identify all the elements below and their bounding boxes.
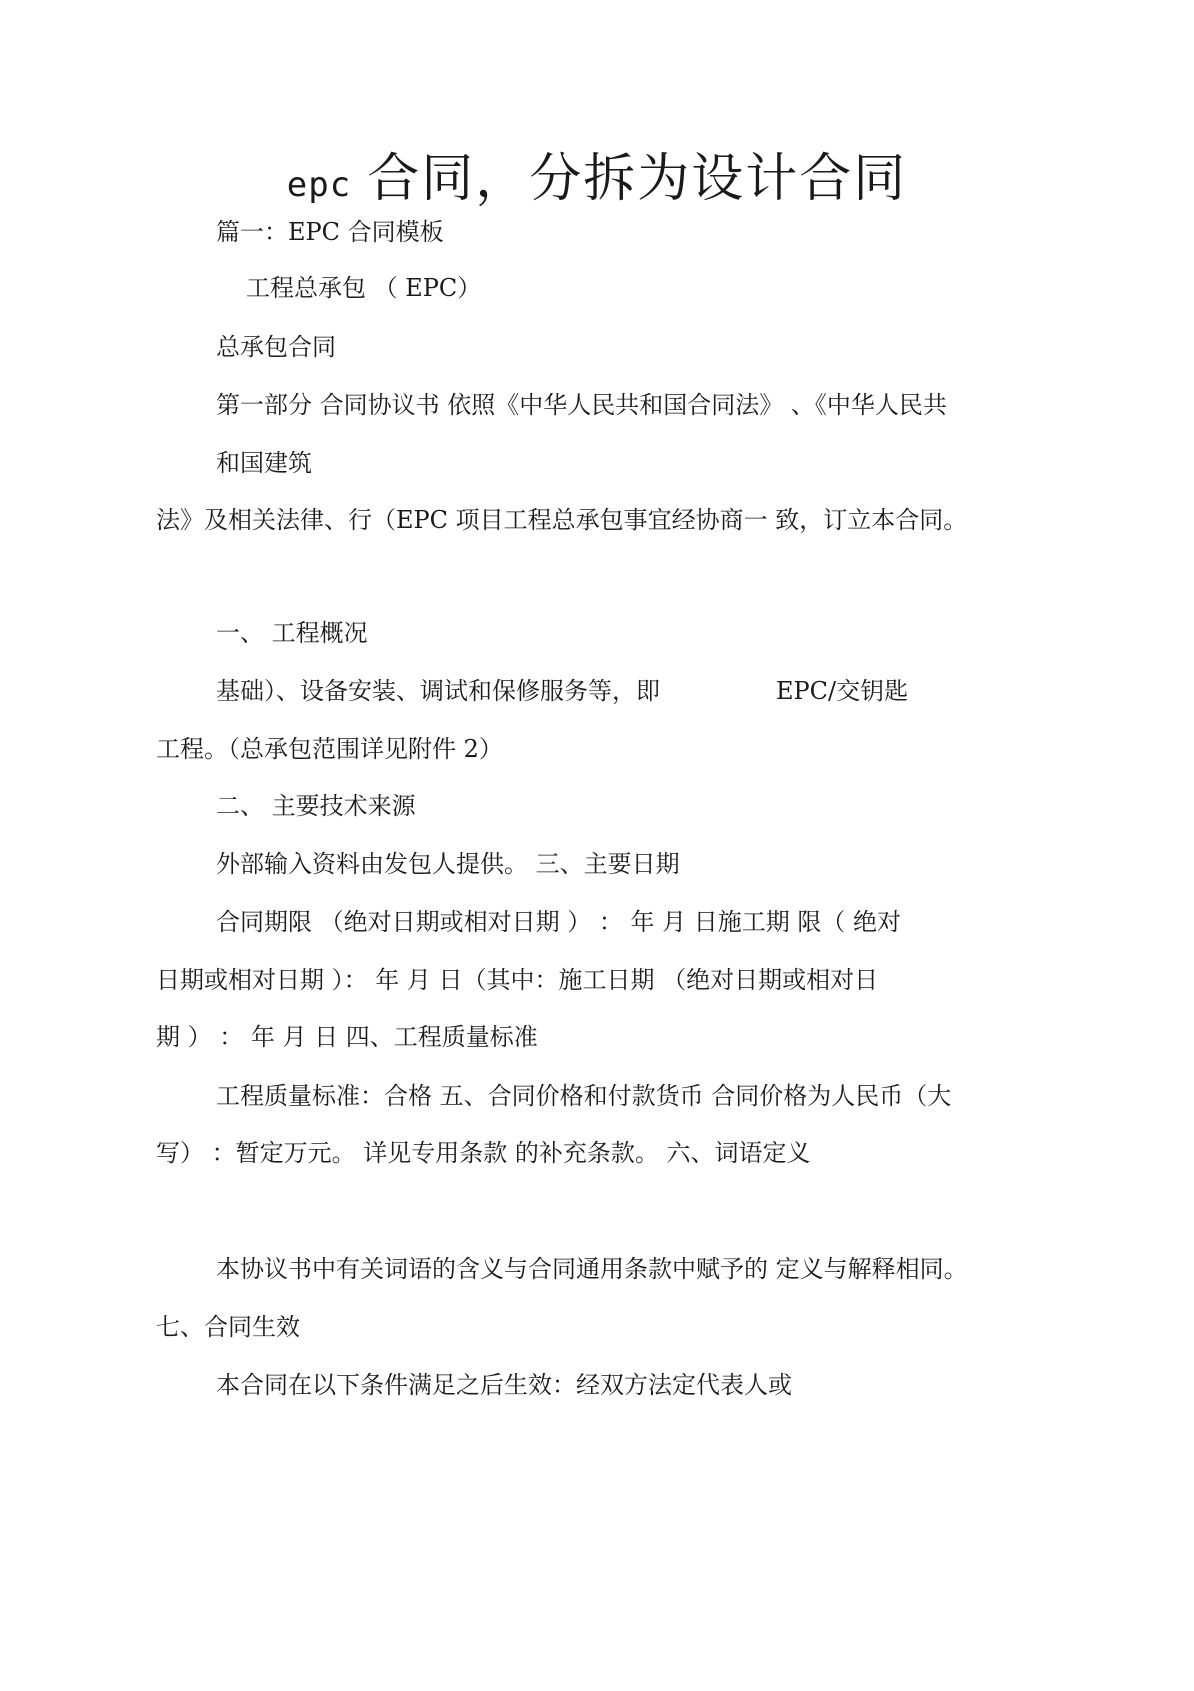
text-line: 外部输入资料由发包人提供。 三、主要日期 — [216, 850, 680, 878]
document-title-latin: epc — [286, 165, 352, 205]
text-line: 工程。（总承包范围详见附件 2） — [156, 735, 503, 763]
text-line: 合同期限 （绝对日期或相对日期 ） ： 年 月 日施工期 限（ 绝对 — [216, 908, 902, 936]
text-line: EPC/交钥匙 — [776, 677, 909, 705]
document-title — [0, 146, 1194, 218]
text-line: 本合同在以下条件满足之后生效：经双方法定代表人或 — [216, 1371, 792, 1399]
document-title-chinese: 合同，分拆为设计合同 — [367, 149, 908, 209]
text-line: 法》及相关法律、行（EPC 项目工程总承包事宜经协商一 致，订立本合同。 — [156, 506, 968, 534]
text-line: 基础）、设备安装、调试和保修服务等，即 — [216, 677, 660, 705]
text-line: 工程质量标准：合格 五、合同价格和付款货币 合同价格为人民币（大 — [216, 1082, 952, 1110]
text-line: 第一部分 合同协议书 依照《中华人民共和国合同法》 、《中华人民共 — [216, 391, 947, 419]
section-heading: 二、 主要技术来源 — [216, 792, 416, 820]
text-line: 工程总承包 （ EPC） — [246, 274, 482, 302]
text-line: 本协议书中有关词语的含义与合同通用条款中赋予的 定义与解释相同。 — [216, 1255, 968, 1283]
text-line: 日期或相对日期 ）： 年 月 日（其中：施工日期 （绝对日期或相对日 — [156, 966, 879, 994]
text-line: 期 ） ： 年 月 日 四、工程质量标准 — [156, 1023, 538, 1051]
section-heading: 七、合同生效 — [156, 1313, 300, 1341]
text-line: 总承包合同 — [216, 333, 336, 361]
text-line: 和国建筑 — [216, 449, 312, 477]
section-heading-part1: 篇一：EPC 合同模板 — [216, 218, 444, 246]
text-line: 写） ：暂定万元。 详见专用条款 的补充条款。 六、词语定义 — [156, 1139, 811, 1167]
section-heading: 一、 工程概况 — [216, 619, 368, 647]
